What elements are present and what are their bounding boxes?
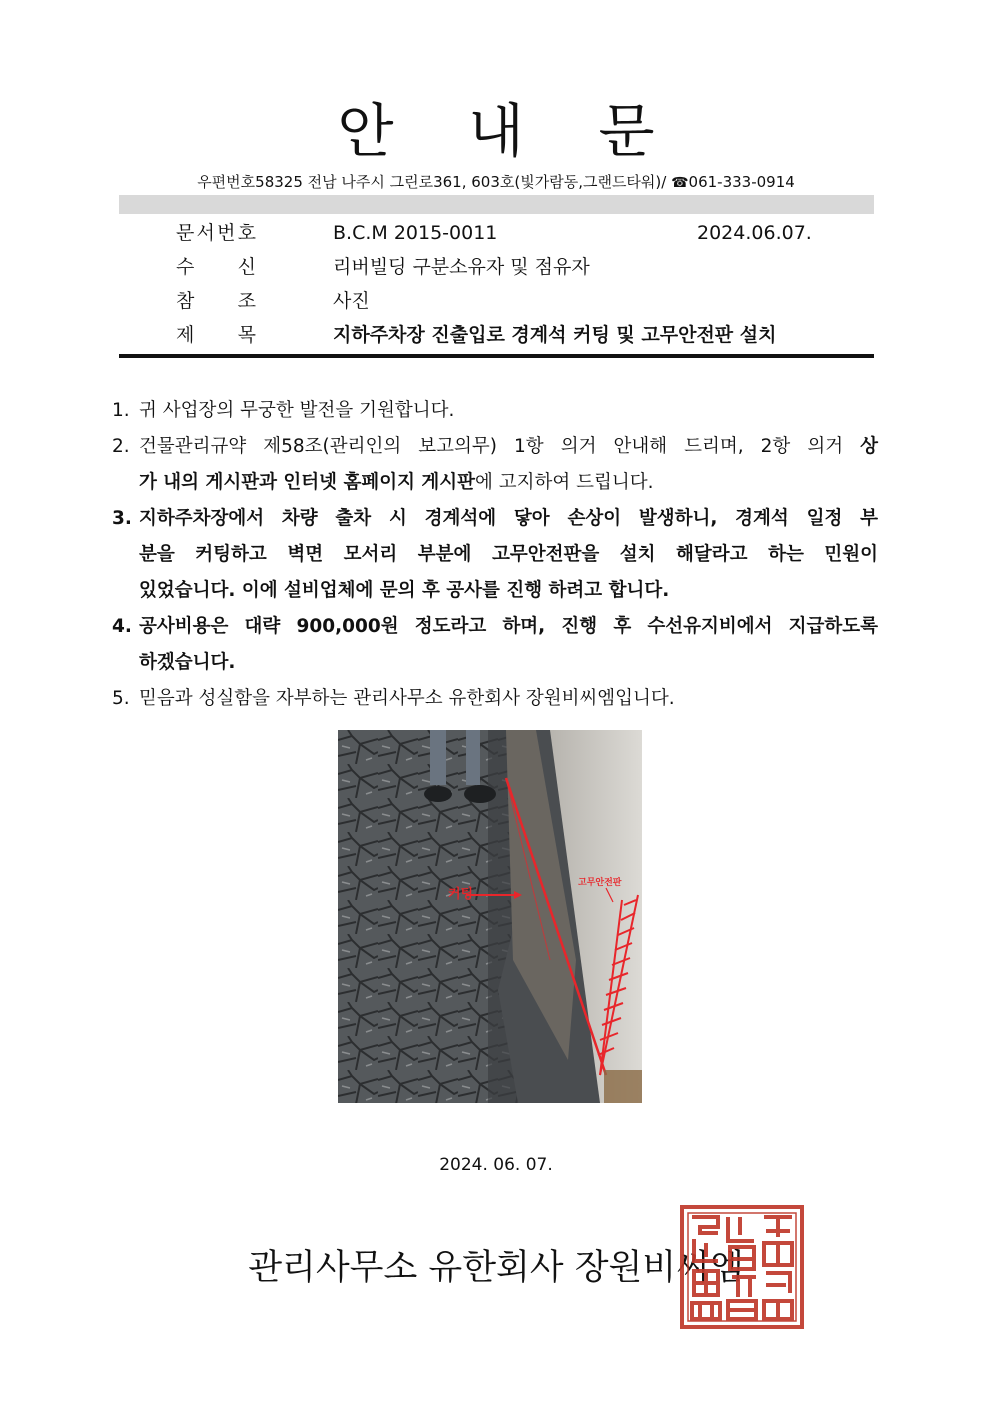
telephone-icon: ☎: [671, 175, 689, 191]
list-item: 5. 믿음과 성실함을 자부하는 관리사무소 유한회사 장원비씨엠입니다.: [112, 688, 675, 709]
recipient-value: 리버빌딩 구분소유자 및 점유자: [333, 256, 590, 278]
phone-number: 061-333-0914: [688, 173, 795, 191]
doc-no-value: B.C.M 2015-0011: [333, 222, 498, 244]
header-divider-bar: [119, 195, 874, 214]
meta-row-recipient: [0, 252, 992, 286]
subject-label: 제 목: [176, 324, 256, 346]
meta-row-reference: [0, 286, 992, 320]
doc-date: 2024.06.07.: [697, 222, 812, 244]
signature-date: 2024. 06. 07.: [439, 1155, 553, 1175]
list-item: 3. 지하주차장에서 차량 출차 시 경계석에 닿아 손상이 발생하니, 경계석 일정 부 분을 커팅하고 벽면 모서리 부분에 고무안전판을 설치 해달라고 하는 민원이 있었습니다. 이에 설비업체에 문의 후 공사를 진행 하려고 합니다.: [112, 508, 878, 601]
address-line: [0, 172, 992, 193]
address-text: 우편번호58325 전남 나주시 그린로361, 603호(빛가람동,그랜드타워)/: [197, 173, 672, 191]
rubber-plate-label: 고무안전판: [578, 878, 622, 888]
recipient-label: 수 신: [176, 256, 256, 278]
reference-value: 사진: [333, 290, 370, 312]
list-item: 1. 귀 사업장의 무궁한 발전을 기원합니다.: [112, 400, 455, 421]
doc-no-label: 문 서 번 호: [176, 222, 256, 244]
site-photo: [338, 730, 642, 1103]
company-seal: [678, 1203, 806, 1331]
meta-row-subject: [0, 320, 992, 354]
document-body: [112, 393, 878, 717]
issuer-name: 관리사무소 유한회사 장원비씨엠: [248, 1248, 744, 1288]
document-title: 안 내 문: [337, 97, 683, 165]
header-bottom-rule: [119, 354, 874, 358]
list-item: 2. 건물관리규약 제58조(관리인의 보고의무) 1항 의거 안내해 드리며, 2항 의거 상 가 내의 게시판과 인터넷 홈페이지 게시판에 고지하여 드립니다.: [112, 436, 878, 493]
reference-label: 참 조: [176, 290, 256, 312]
subject-value: 지하주차장 진출입로 경계석 커팅 및 고무안전판 설치: [333, 324, 777, 346]
cutting-label: 커팅: [448, 887, 474, 902]
list-item: 4. 공사비용은 대략 900,000원 정도라고 하며, 진행 후 수선유지비에서 지급하도록 하겠습니다.: [112, 616, 878, 673]
meta-row-doc-no: [0, 218, 992, 252]
